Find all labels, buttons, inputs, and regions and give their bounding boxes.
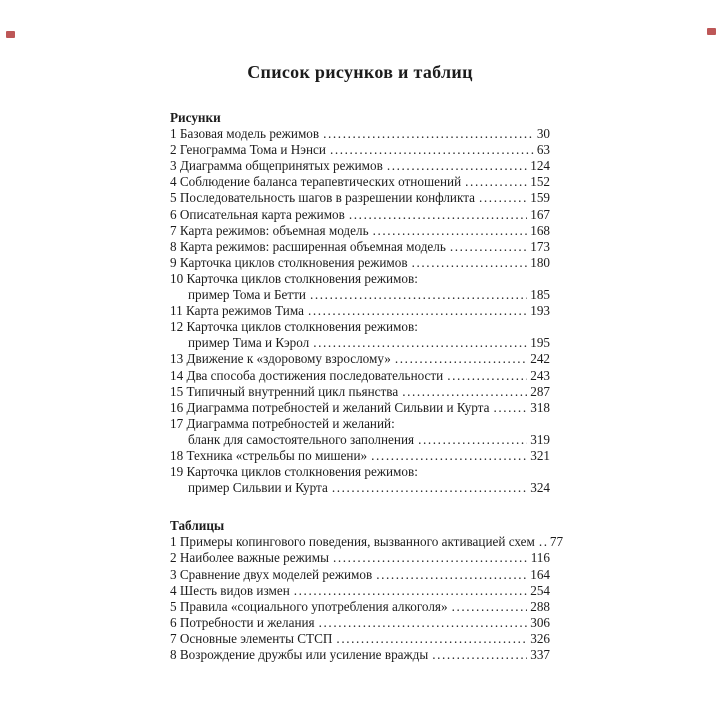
page-number: 318	[530, 399, 550, 415]
entry-text: пример Тома и Бетти	[188, 287, 306, 303]
toc-line	[170, 335, 550, 351]
page-number: 321	[530, 447, 550, 463]
dot-leader	[452, 599, 528, 615]
toc-line	[170, 400, 550, 416]
toc-line	[170, 190, 550, 206]
figures-list	[170, 126, 550, 496]
dot-leader	[336, 631, 527, 647]
entry-text: 5 Правила «социального употребления алкоголя»	[170, 598, 448, 614]
dot-leader	[371, 448, 527, 464]
toc-line	[170, 158, 550, 174]
entry-text: 18 Техника «стрельбы по мишени»	[170, 447, 368, 463]
entry-text: 8 Возрождение дружбы или усиление вражды	[170, 647, 429, 662]
entry-text: 6 Потребности и желания	[170, 614, 315, 630]
toc-line	[170, 319, 550, 335]
entry-text: пример Сильвии и Курта	[188, 480, 328, 496]
table-of-contents	[170, 110, 564, 663]
toc-line	[170, 599, 550, 615]
toc-line	[170, 303, 550, 319]
page-number: 167	[530, 206, 550, 222]
page-number: 326	[530, 630, 550, 646]
toc-line	[170, 368, 550, 384]
dot-leader	[332, 480, 527, 496]
page-number: 242	[530, 351, 550, 367]
entry-text: 10 Карточка циклов столкновения режимов:	[170, 270, 418, 286]
toc-line	[170, 480, 550, 496]
toc-line	[170, 583, 550, 599]
entry-text: 19 Карточка циклов столкновения режимов:	[170, 464, 418, 480]
page-number: 185	[530, 287, 550, 303]
toc-line	[170, 239, 550, 255]
page-number: 193	[530, 303, 550, 319]
page-number: 195	[530, 335, 550, 351]
page-number: 30	[536, 126, 550, 142]
dot-leader	[310, 287, 527, 303]
page-number: 124	[530, 158, 550, 174]
dot-leader	[294, 583, 527, 599]
entry-text: 17 Диаграмма потребностей и желаний:	[170, 415, 395, 431]
page-number: 288	[530, 598, 550, 614]
toc-line	[170, 126, 550, 142]
entry-text: 1 Примеры копингового поведения, вызванного активацией схем	[170, 534, 535, 550]
page-number: 180	[530, 254, 550, 270]
tables-section	[170, 518, 564, 663]
toc-line	[170, 615, 550, 631]
toc-line	[170, 647, 550, 663]
page-number: 337	[530, 647, 550, 662]
toc-line	[170, 416, 550, 432]
dot-leader	[376, 567, 527, 583]
toc-line	[170, 223, 550, 239]
dot-leader	[418, 432, 527, 448]
entry-text: 16 Диаграмма потребностей и желаний Сильвии и Курта	[170, 399, 490, 415]
figures-section	[170, 110, 550, 496]
page-number: 159	[530, 190, 550, 206]
page-number: 319	[530, 431, 550, 447]
dot-leader	[493, 400, 527, 416]
dot-leader	[313, 335, 527, 351]
entry-text: пример Тима и Кэрол	[188, 335, 310, 351]
page-number: 306	[530, 614, 550, 630]
entry-text: 2 Генограмма Тома и Нэнси	[170, 142, 326, 158]
entry-text: 15 Типичный внутренний цикл пьянства	[170, 383, 399, 399]
entry-text: 5 Последовательность шагов в разрешении конфликта	[170, 190, 475, 206]
entry-text: 8 Карта режимов: расширенная объемная модель	[170, 238, 446, 254]
dot-leader	[395, 351, 527, 367]
dot-leader	[333, 550, 528, 566]
tables-heading: Таблицы	[170, 518, 225, 534]
page-number: 168	[530, 222, 550, 238]
dot-leader	[373, 223, 528, 239]
entry-text: 3 Диаграмма общепринятых режимов	[170, 158, 383, 174]
toc-line	[170, 351, 550, 367]
dot-leader	[387, 158, 527, 174]
toc-line	[170, 384, 550, 400]
dot-leader	[447, 368, 527, 384]
dot-leader	[402, 384, 527, 400]
dot-leader	[539, 534, 547, 550]
entry-text: 7 Карта режимов: объемная модель	[170, 222, 369, 238]
entry-text: 4 Соблюдение баланса терапевтических отношений	[170, 174, 462, 190]
page-number: 116	[530, 550, 550, 566]
tables-list	[170, 534, 564, 663]
dot-leader	[349, 207, 527, 223]
toc-line	[170, 432, 550, 448]
entry-text: 1 Базовая модель режимов	[170, 126, 320, 142]
toc-line	[170, 631, 550, 647]
dot-leader	[432, 647, 527, 663]
figures-heading: Рисунки	[170, 110, 221, 125]
entry-text: 2 Наиболее важные режимы	[170, 550, 329, 566]
toc-line	[170, 550, 550, 566]
page-number: 152	[530, 174, 550, 190]
entry-text: 12 Карточка циклов столкновения режимов:	[170, 319, 418, 335]
dot-leader	[450, 239, 527, 255]
page-title: Список рисунков и таблиц	[247, 62, 473, 82]
entry-text: 4 Шесть видов измен	[170, 582, 290, 598]
dot-leader	[323, 126, 534, 142]
toc-line	[170, 287, 550, 303]
dot-leader	[319, 615, 528, 631]
toc-line	[170, 255, 550, 271]
entry-text: 9 Карточка циклов столкновения режимов	[170, 254, 408, 270]
entry-text: 6 Описательная карта режимов	[170, 206, 345, 222]
page-number: 63	[536, 142, 550, 158]
toc-line	[170, 448, 550, 464]
dot-leader	[465, 174, 527, 190]
page-number: 164	[530, 566, 550, 582]
toc-line	[170, 567, 550, 583]
toc-line	[170, 174, 550, 190]
scan-artifact-left	[6, 31, 15, 38]
toc-line	[170, 534, 564, 550]
dot-leader	[479, 190, 527, 206]
page-number: 77	[549, 534, 564, 550]
page-number: 287	[530, 383, 550, 399]
dot-leader	[308, 303, 527, 319]
toc-line	[170, 207, 550, 223]
entry-text: 13 Движение к «здоровому взрослому»	[170, 351, 391, 367]
toc-line	[170, 142, 550, 158]
entry-text: 7 Основные элементы СТСП	[170, 630, 333, 646]
scan-artifact-right	[707, 28, 716, 35]
page-number: 243	[530, 367, 550, 383]
page-number: 173	[530, 238, 550, 254]
dot-leader	[330, 142, 534, 158]
page-number: 254	[530, 582, 550, 598]
entry-text: бланк для самостоятельного заполнения	[188, 431, 415, 447]
entry-text: 3 Сравнение двух моделей режимов	[170, 566, 373, 582]
dot-leader	[412, 255, 528, 271]
entry-text: 14 Два способа достижения последовательности	[170, 367, 444, 383]
toc-line	[170, 271, 550, 287]
entry-text: 11 Карта режимов Тима	[170, 303, 304, 319]
toc-line	[170, 464, 550, 480]
page-number: 324	[530, 480, 550, 496]
